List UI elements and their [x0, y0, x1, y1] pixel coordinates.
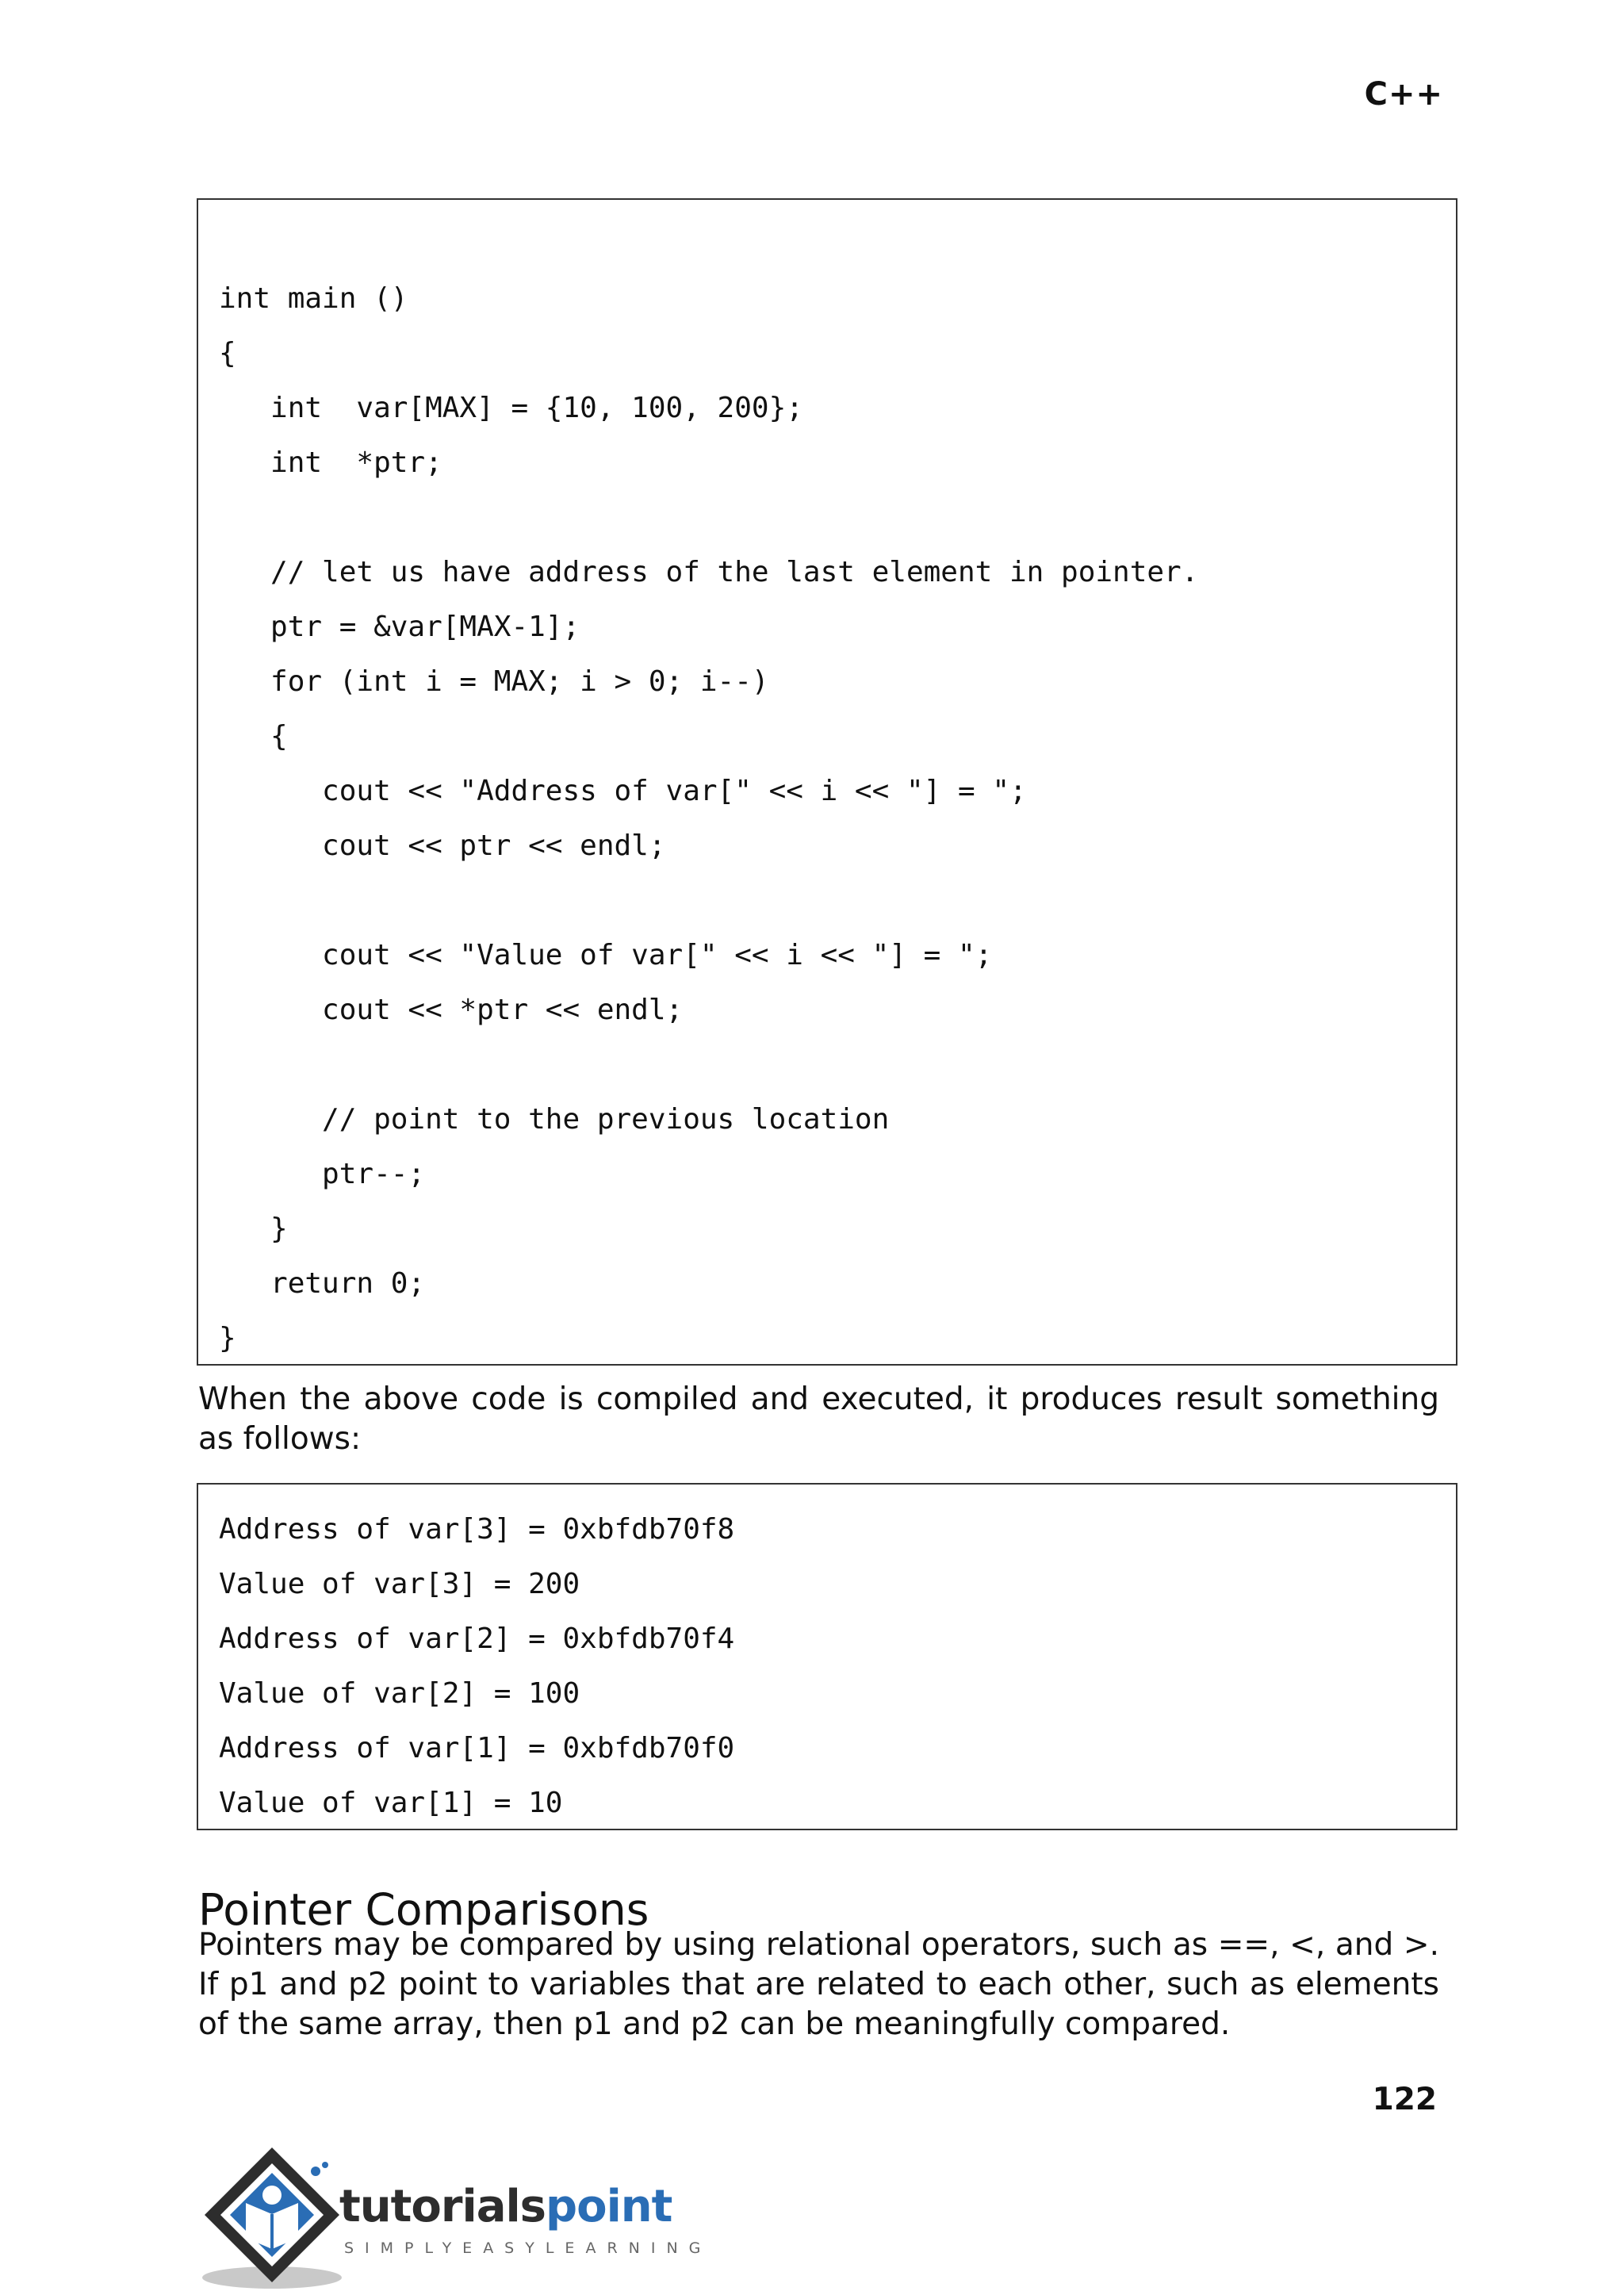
- code-line: {: [219, 720, 288, 753]
- code-line: ptr = &var[MAX-1];: [219, 611, 580, 643]
- section-paragraph: Pointers may be compared by using relational operators, such as ==, <, and >. If p1 and p2 point to variables that are related to each other, such as elements of the same array, then p1 and p2 can be meaningfully compared.: [198, 1927, 1439, 2042]
- output-block: [197, 1483, 1457, 1830]
- code-line: int main (): [219, 282, 408, 315]
- code-line: [219, 490, 1456, 545]
- code-line: cout << *ptr << endl;: [219, 994, 684, 1026]
- code-line: {: [219, 337, 236, 370]
- code-line: [219, 873, 1456, 928]
- intro-paragraph: When the above code is compiled and executed, it produces result something as follows:: [198, 1381, 1439, 1457]
- logo-wordmark-part1: tutorials: [339, 2181, 546, 2232]
- code-line: }: [219, 1213, 288, 1245]
- tutorialspoint-logo-icon: [197, 2141, 355, 2292]
- code-line: return 0;: [219, 1267, 426, 1300]
- code-line: cout << ptr << endl;: [219, 829, 666, 862]
- code-block: [197, 198, 1457, 1366]
- code-line: // let us have address of the last element in pointer.: [219, 556, 1199, 588]
- page-header-title: C++: [1364, 76, 1443, 113]
- logo-tagline: SIMPLYEASYLEARNING: [344, 2239, 712, 2257]
- tutorialspoint-logo: [197, 2141, 712, 2292]
- logo-wordmark: [339, 2181, 672, 2232]
- output-line: Address of var[2] = 0xbfdb70f4: [219, 1623, 735, 1655]
- logo-wordmark-part2: point: [546, 2181, 672, 2232]
- code-line: [219, 1037, 1456, 1092]
- output-line: Address of var[1] = 0xbfdb70f0: [219, 1732, 735, 1764]
- output-line: Value of var[3] = 200: [219, 1568, 580, 1600]
- output-line: Value of var[2] = 100: [219, 1677, 580, 1710]
- code-line: int *ptr;: [219, 446, 442, 479]
- code-line: ptr--;: [219, 1158, 426, 1190]
- output-line: Value of var[1] = 10: [219, 1787, 563, 1819]
- code-line: cout << "Address of var[" << i << "] = ";: [219, 775, 1027, 807]
- code-line: cout << "Value of var[" << i << "] = ";: [219, 939, 993, 971]
- code-line: }: [219, 1322, 236, 1354]
- output-line: Address of var[3] = 0xbfdb70f8: [219, 1513, 735, 1546]
- page-number: 122: [1372, 2082, 1437, 2117]
- code-line: // point to the previous location: [219, 1103, 890, 1136]
- code-line: for (int i = MAX; i > 0; i--): [219, 665, 769, 698]
- code-line: int var[MAX] = {10, 100, 200};: [219, 392, 803, 424]
- section-heading: Pointer Comparisons: [198, 1883, 649, 1935]
